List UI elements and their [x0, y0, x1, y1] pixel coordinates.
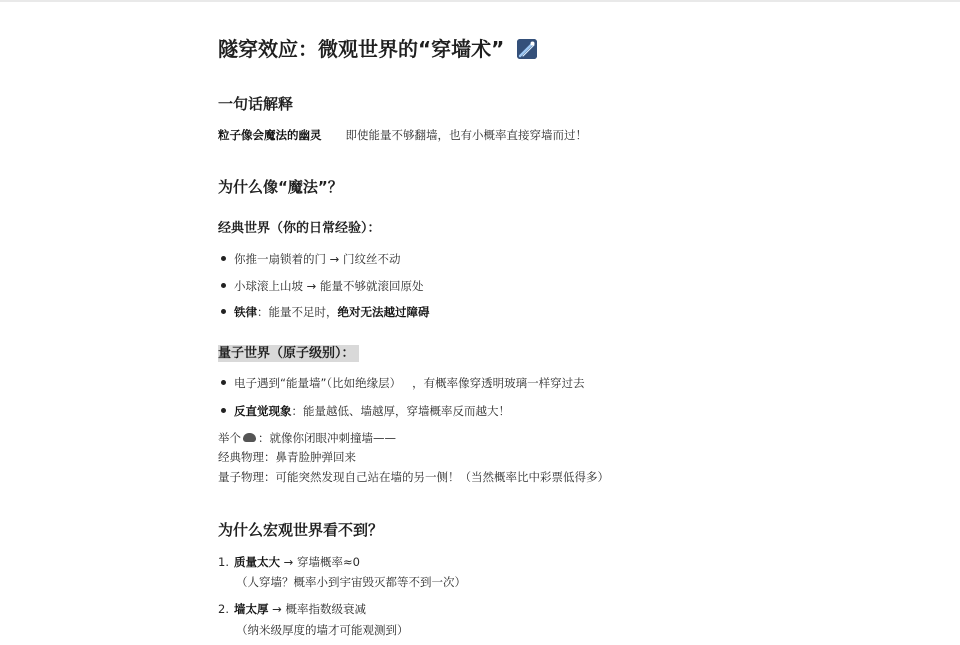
section-heading-magic: 为什么像“魔法”？ [218, 178, 343, 196]
section-heading-macro: 为什么宏观世界看不到？ [218, 521, 384, 539]
classic-heading: 经典世界（你的日常经验）： [218, 221, 381, 236]
list-item-bold: 反直觉现象 [234, 404, 292, 418]
list-item-text: ：能量不足时， [257, 305, 338, 319]
list-item-text: 你推一扇锁着的门 → 门纹丝不动 [234, 252, 401, 266]
top-border [0, 0, 960, 2]
example-classic-line: 经典物理：鼻青脸肿弹回来 [218, 450, 356, 464]
explain-bold: 粒子像会魔法的幽灵 [218, 128, 322, 142]
list-item [218, 277, 423, 295]
item-number: 2. [218, 602, 229, 616]
list-item [218, 303, 430, 321]
quantum-heading-highlight: 量子世界（原子级别）： [218, 345, 359, 362]
bullet-icon [221, 309, 226, 314]
numbered-item [218, 600, 366, 618]
example-quantum-line: 量子物理：可能突然发现自己站在墙的另一侧！（当然概率比中彩票低得多） [218, 470, 609, 484]
numbered-item-sub: （人穿墙？概率小到宇宙毁灭都等不到一次） [236, 575, 466, 589]
item-text: → 穿墙概率≈0 [280, 555, 360, 569]
item-bold: 墙太厚 [234, 602, 269, 616]
quantum-heading [218, 344, 359, 364]
explain-line [218, 126, 587, 144]
page-title [218, 35, 537, 63]
item-text: → 概率指数级衰减 [268, 602, 366, 616]
bullet-icon [221, 256, 226, 261]
example-suffix: ：就像你闭眼冲刺撞墙—— [258, 431, 396, 445]
section-heading-explain: 一句话解释 [218, 95, 294, 113]
comet-icon [517, 39, 537, 59]
numbered-item [218, 553, 360, 571]
list-item-text: 电子遇到“能量墙”（比如绝缘层） ，有概率像穿透明玻璃一样穿过去 [234, 376, 585, 390]
list-item-bold: 绝对无法越过障碍 [337, 305, 430, 319]
item-number: 1. [218, 555, 229, 569]
list-item [218, 250, 400, 268]
example-prefix: 举个 [218, 431, 241, 445]
explain-text: 即使能量不够翻墙，也有小概率直接穿墙而过！ [345, 128, 587, 142]
list-item-text: 小球滚上山坡 → 能量不够就滚回原处 [234, 279, 424, 293]
list-item [218, 374, 585, 392]
page-title-text: 隧穿效应：微观世界的“穿墙术” [218, 37, 505, 61]
numbered-item-sub: （纳米级厚度的墙才可能观测到） [236, 623, 409, 637]
bullet-icon [221, 408, 226, 413]
bullet-icon [221, 380, 226, 385]
list-item-text: ：能量越低、墙越厚，穿墙概率反而越大！ [291, 404, 510, 418]
item-bold: 质量太大 [234, 555, 280, 569]
cloud-icon [243, 433, 256, 442]
bullet-icon [221, 283, 226, 288]
example-line [218, 429, 396, 447]
list-item [218, 402, 510, 420]
list-item-bold: 铁律 [234, 305, 257, 319]
